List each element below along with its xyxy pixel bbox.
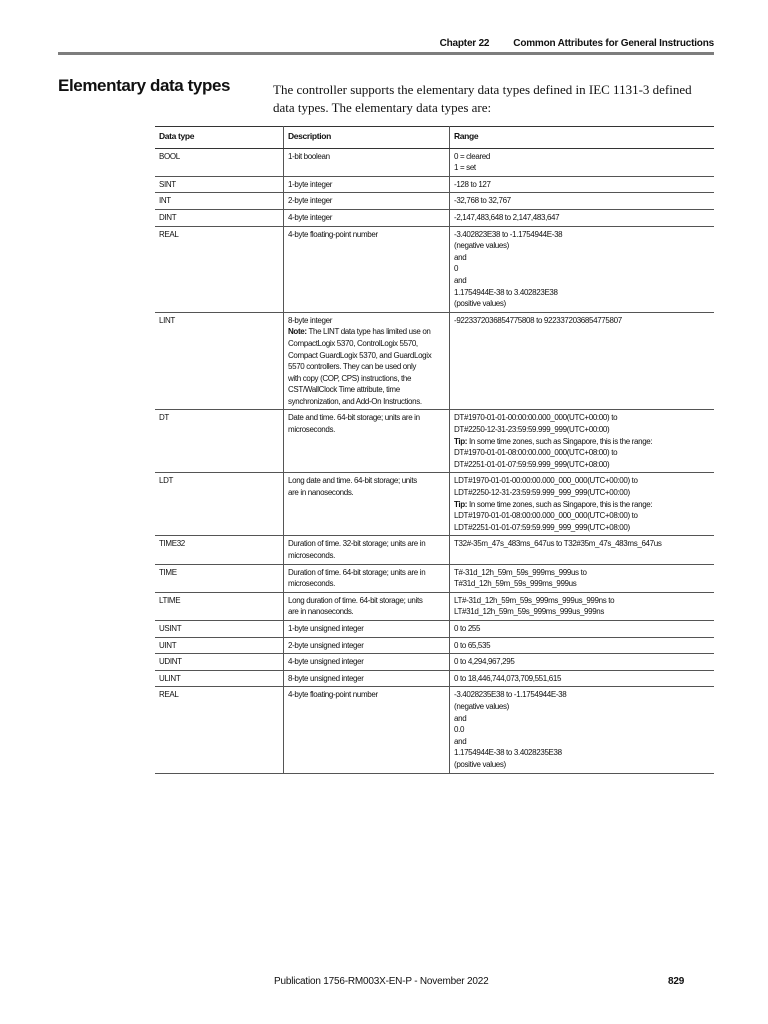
cell-line: Duration of time. 64-bit storage; units are in	[288, 567, 426, 577]
table-row	[155, 564, 714, 592]
cell-line: and	[454, 252, 467, 262]
range-cell	[450, 637, 715, 654]
cell-line: T#31d_12h_59m_59s_999ms_999us	[454, 579, 577, 589]
description-cell	[284, 536, 450, 564]
description-cell	[284, 564, 450, 592]
elementary-data-types-table	[155, 126, 714, 774]
header-rule	[58, 52, 714, 55]
table-row	[155, 592, 714, 620]
cell-line: microseconds.	[288, 551, 336, 560]
table-body	[155, 148, 714, 773]
tip-line	[454, 459, 710, 471]
note-text: CST/WallClock Time attribute, time	[288, 385, 400, 395]
description-cell	[284, 687, 450, 773]
cell-line: 0	[454, 264, 459, 274]
cell-line: microseconds.	[288, 425, 336, 435]
cell-line: are in nanoseconds.	[288, 607, 354, 617]
table-row	[155, 209, 714, 226]
range-cell	[450, 193, 715, 210]
cell-line: Duration of time. 32-bit storage; units are in	[288, 539, 426, 549]
cell-line: Long date and time. 64-bit storage; units	[288, 476, 417, 486]
cell-line: 0 to 65,535	[454, 640, 491, 650]
cell-line: -32,768 to 32,767	[454, 196, 511, 206]
cell-line: 1.1754944E-38 to 3.402823E38	[454, 287, 558, 297]
note-line	[288, 326, 445, 338]
tip-line	[454, 510, 710, 522]
range-cell	[450, 410, 715, 473]
cell-line: 0 to 18,446,744,073,709,551,615	[454, 673, 562, 683]
data-type-cell: SINT	[155, 176, 284, 193]
cell-line: -3.4028235E38 to -1.1754944E-38	[454, 690, 567, 700]
note-text: with copy (COP, CPS) instructions, the	[288, 373, 412, 383]
description-cell	[284, 592, 450, 620]
description-cell	[284, 473, 450, 536]
header-data-type: Data type	[155, 127, 284, 149]
cell-line: 1-bit boolean	[288, 151, 330, 161]
table-row	[155, 536, 714, 564]
cell-line: 1-byte unsigned integer	[288, 623, 364, 633]
tip-line	[454, 522, 710, 534]
cell-line: DT#2250-12-31-23:59:59.999_999(UTC+00:00)	[454, 425, 610, 435]
cell-line: are in nanoseconds.	[288, 488, 354, 498]
table-row	[155, 637, 714, 654]
chapter-label: Chapter 22	[439, 38, 490, 49]
description-cell	[284, 670, 450, 687]
data-type-cell: REAL	[155, 687, 284, 773]
description-cell	[284, 176, 450, 193]
range-cell	[450, 564, 715, 592]
cell-line: 8-byte unsigned integer	[288, 673, 364, 683]
range-cell	[450, 654, 715, 671]
table-row	[155, 670, 714, 687]
cell-line: 1 = set	[454, 163, 476, 173]
range-cell	[450, 592, 715, 620]
data-type-cell: USINT	[155, 620, 284, 637]
tip-label: Tip:	[454, 499, 468, 509]
note-text: CompactLogix 5370, ControlLogix 5570,	[288, 338, 418, 348]
tip-line	[454, 499, 710, 511]
cell-line: 0 to 255	[454, 623, 481, 633]
table-row	[155, 410, 714, 473]
intro-paragraph: The controller supports the elementary data types defined in IEC 1131-3 defined data types. The elementary data types are:	[273, 82, 692, 115]
data-type-cell: LDT	[155, 473, 284, 536]
description-cell	[284, 637, 450, 654]
cell-line: 0 to 4,294,967,295	[454, 657, 515, 667]
table-row	[155, 193, 714, 210]
tip-line	[454, 447, 710, 459]
cell-line: microseconds.	[288, 579, 336, 589]
cell-line: and	[454, 713, 467, 723]
cell-line: (negative values)	[454, 701, 509, 711]
cell-line: -9223372036854775808 to 9223372036854775807	[454, 315, 622, 325]
cell-line: -2,147,483,648 to 2,147,483,647	[454, 212, 560, 222]
header-range: Range	[450, 127, 715, 149]
cell-line: (positive values)	[454, 759, 506, 769]
cell-line: LDT#1970-01-01-00:00:00.000_000_000(UTC+00:00) to	[454, 476, 638, 486]
cell-line: 2-byte integer	[288, 196, 333, 206]
note-line	[288, 338, 445, 350]
range-cell	[450, 536, 715, 564]
tip-text: DT#1970-01-01-08:00:00.000_000(UTC+08:00) to	[454, 448, 618, 458]
data-type-cell: INT	[155, 193, 284, 210]
range-cell	[450, 620, 715, 637]
data-type-cell: REAL	[155, 226, 284, 312]
tip-text: LDT#1970-01-01-08:00:00.000_000_000(UTC+08:00) to	[454, 511, 638, 521]
table-row	[155, 176, 714, 193]
cell-line: LT#-31d_12h_59m_59s_999ms_999us_999ns to	[454, 595, 615, 605]
cell-line: T#-31d_12h_59m_59s_999ms_999us to	[454, 567, 587, 577]
running-header	[58, 38, 714, 49]
cell-line: and	[454, 275, 467, 285]
section-title: Elementary data types	[58, 76, 231, 95]
cell-line: -3.402823E38 to -1.1754944E-38	[454, 229, 563, 239]
table-row	[155, 687, 714, 773]
range-cell	[450, 670, 715, 687]
cell-line: LDT#2250-12-31-23:59:59.999_999_999(UTC+00:00)	[454, 488, 630, 498]
cell-line: 0 = cleared	[454, 151, 490, 161]
range-cell	[450, 473, 715, 536]
note-label: Note:	[288, 327, 307, 337]
cell-line: T32#-35m_47s_483ms_647us to T32#35m_47s_483ms_647us	[454, 539, 662, 549]
data-type-cell: UDINT	[155, 654, 284, 671]
tip-line	[454, 436, 710, 448]
range-cell	[450, 226, 715, 312]
range-cell	[450, 687, 715, 773]
cell-line: 4-byte unsigned integer	[288, 657, 364, 667]
table-row	[155, 654, 714, 671]
chapter-section-title: Common Attributes for General Instructions	[513, 38, 714, 49]
data-type-cell: LINT	[155, 312, 284, 410]
note-text: 5570 controllers. They can be used only	[288, 362, 417, 372]
tip-text: In some time zones, such as Singapore, this is the range:	[469, 436, 653, 446]
cell-line: -128 to 127	[454, 179, 491, 189]
description-cell	[284, 209, 450, 226]
cell-line: (positive values)	[454, 299, 506, 309]
data-type-cell: TIME32	[155, 536, 284, 564]
data-type-cell: ULINT	[155, 670, 284, 687]
tip-text: LDT#2251-01-01-07:59:59.999_999_999(UTC+08:00)	[454, 522, 630, 532]
data-type-cell: DINT	[155, 209, 284, 226]
range-cell	[450, 209, 715, 226]
note-text: The LINT data type has limited use on	[308, 327, 431, 337]
table-row	[155, 473, 714, 536]
data-type-cell: LTIME	[155, 592, 284, 620]
range-cell	[450, 312, 715, 410]
data-type-cell: BOOL	[155, 148, 284, 176]
description-cell	[284, 312, 450, 410]
note-line	[288, 396, 445, 408]
description-cell	[284, 410, 450, 473]
note-line	[288, 361, 445, 373]
data-type-cell: TIME	[155, 564, 284, 592]
header-description: Description	[284, 127, 450, 149]
cell-line: LT#31d_12h_59m_59s_999ms_999us_999ns	[454, 607, 605, 617]
description-cell	[284, 226, 450, 312]
cell-line: 0.0	[454, 725, 465, 735]
range-cell	[450, 148, 715, 176]
cell-line: Long duration of time. 64-bit storage; units	[288, 595, 423, 605]
note-text: synchronization, and Add-On Instructions.	[288, 396, 422, 406]
note-line	[288, 350, 445, 362]
description-cell	[284, 620, 450, 637]
page-number: 829	[668, 976, 685, 987]
cell-line: and	[454, 736, 467, 746]
description-cell	[284, 193, 450, 210]
tip-text: In some time zones, such as Singapore, this is the range:	[469, 499, 653, 509]
note-line	[288, 384, 445, 396]
cell-line: 2-byte unsigned integer	[288, 640, 364, 650]
cell-line: 8-byte integer	[288, 315, 333, 325]
table-row	[155, 620, 714, 637]
data-type-cell: DT	[155, 410, 284, 473]
tip-label: Tip:	[454, 436, 468, 446]
table-row	[155, 312, 714, 410]
range-cell	[450, 176, 715, 193]
data-type-cell: UINT	[155, 637, 284, 654]
publication-id: Publication 1756-RM003X-EN-P - November 2022	[274, 976, 489, 987]
cell-line: 4-byte integer	[288, 212, 333, 222]
table-row	[155, 226, 714, 312]
cell-line: 1-byte integer	[288, 179, 333, 189]
cell-line: 4-byte floating-point number	[288, 229, 378, 239]
cell-line: 4-byte floating-point number	[288, 690, 378, 700]
note-text: Compact GuardLogix 5370, and GuardLogix	[288, 350, 432, 360]
cell-line: Date and time. 64-bit storage; units are in	[288, 413, 420, 423]
tip-text: DT#2251-01-01-07:59:59.999_999(UTC+08:00)	[454, 459, 610, 469]
description-cell	[284, 148, 450, 176]
note-line	[288, 373, 445, 385]
table-row	[155, 148, 714, 176]
cell-line: DT#1970-01-01-00:00:00.000_000(UTC+00:00) to	[454, 413, 618, 423]
cell-line: 1.1754944E-38 to 3.4028235E38	[454, 748, 562, 758]
table-header-row	[155, 127, 714, 149]
description-cell	[284, 654, 450, 671]
cell-line: (negative values)	[454, 241, 509, 251]
